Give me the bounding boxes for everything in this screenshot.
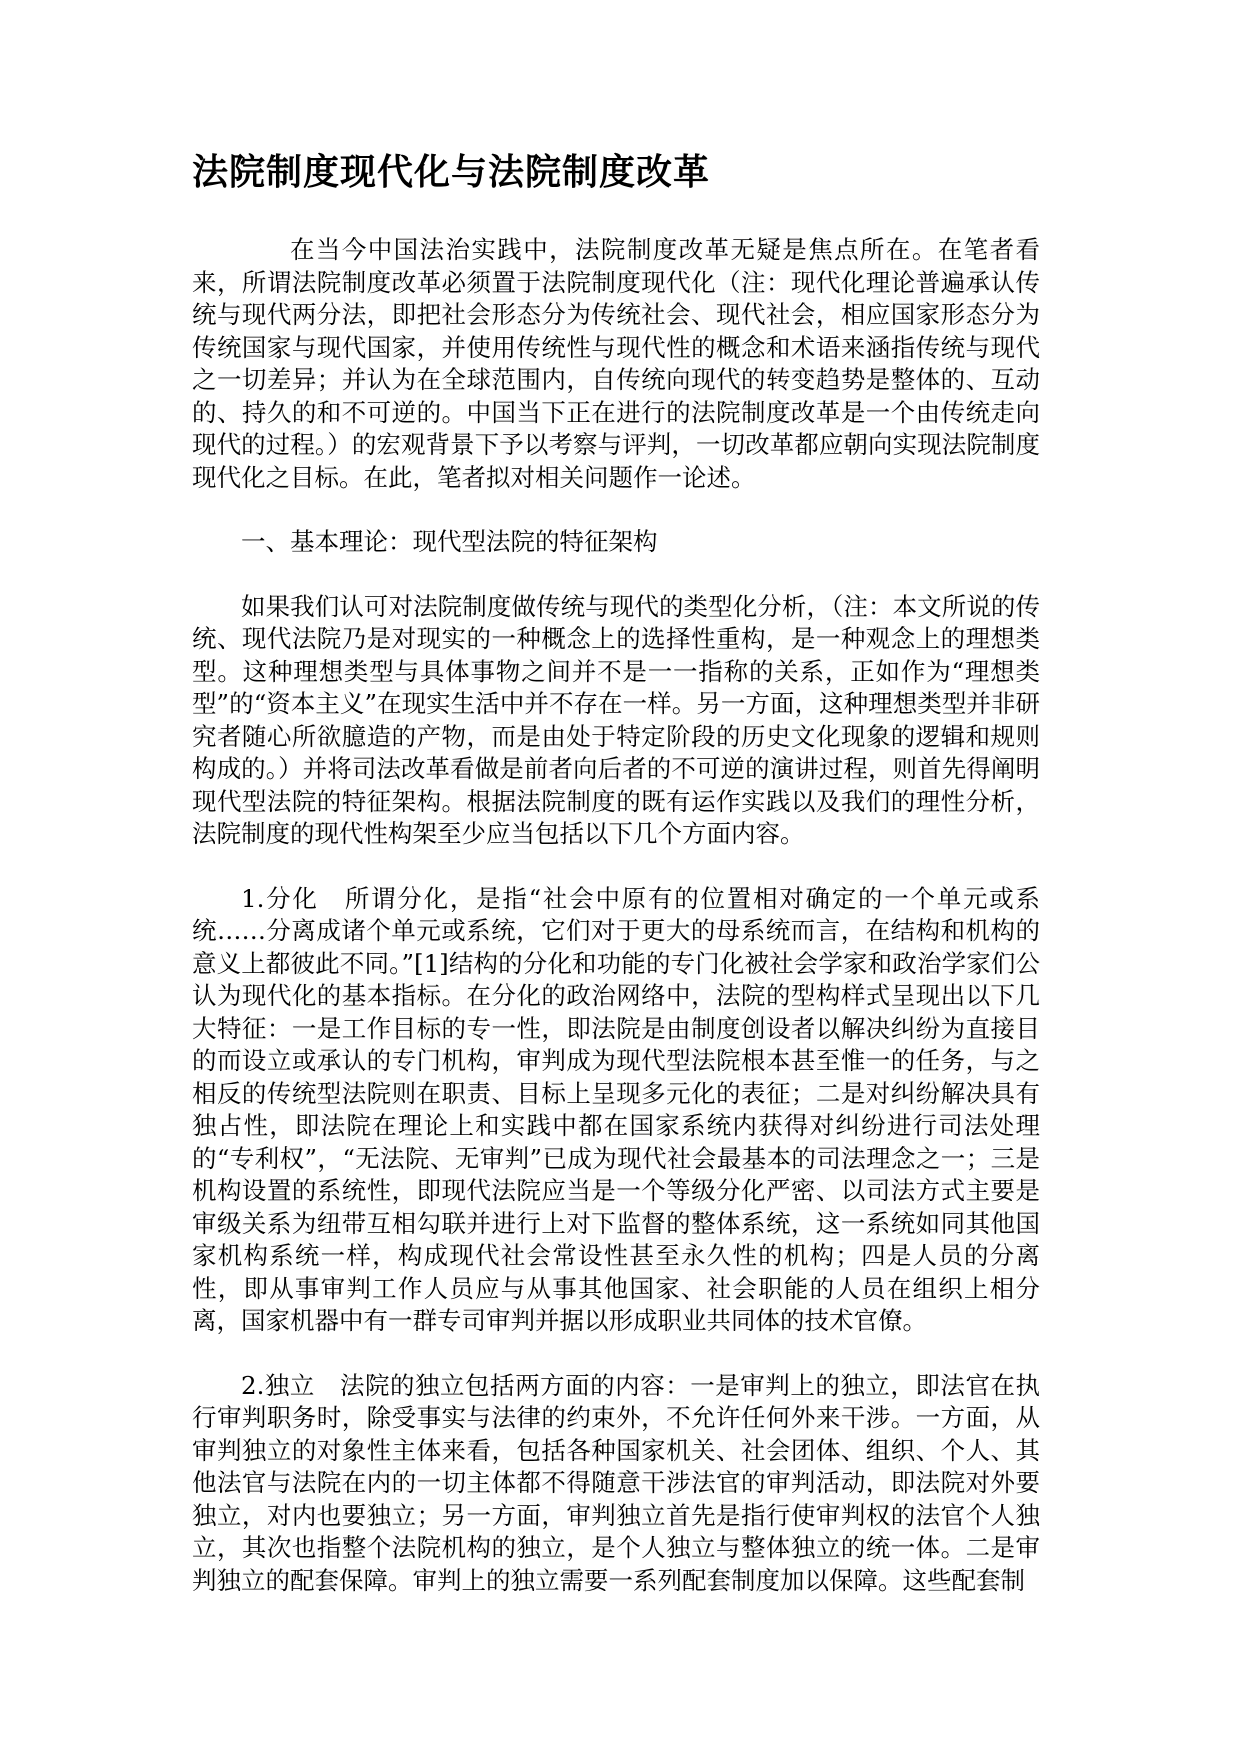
point-differentiation-paragraph: 1.分化 所谓分化，是指“社会中原有的位置相对确定的一个单元或系统……分离成诸个单元或系统，它们对于更大的母系统而言，在结构和机构的意义上都彼此不同。”[1]结构的分化和功能的专门化被社会学家和政治学家们公认为现代化的基本指标。在分化的政治网络中，法院的型构样式呈现出以下几大特征：一是工作目标的专一性，即法院是由制度创设者以解决纠纷为直接目的而设立或承认的专门机构，审判成为现代型法院根本甚至惟一的任务，与之相反的传统型法院则在职责、目标上呈现多元化的表征；二是对纠纷解决具有独占性，即法院在理论上和实践中都在国家系统内获得对纠纷进行司法处理的“专利权”，“无法院、无审判”已成为现代社会最基本的司法理念之一；三是机构设置的系统性，即现代法院应当是一个等级分化严密、以司法方式主要是审级关系为纽带互相勾联并进行上对下监督的整体系统，这一系统如同其他国家机构系统一样，构成现代社会常设性甚至永久性的机构；四是人员的分离性，即从事审判工作人员应与从事其他国家、社会职能的人员在组织上相分离，国家机器中有一群专司审判并据以形成职业共同体的技术官僚。 <box>192 883 1040 1335</box>
document-title: 法院制度现代化与法院制度改革 <box>192 152 711 193</box>
intro-paragraph: 在当今中国法治实践中，法院制度改革无疑是焦点所在。在笔者看来，所谓法院制度改革必须置于法院制度现代化（注：现代化理论普遍承认传统与现代两分法，即把社会形态分为传统社会、现代社会，相应国家形态分为传统国家与现代国家，并使用传统性与现代性的概念和术语来涵指传统与现代之一切差异；并认为在全球范围内，自传统向现代的转变趋势是整体的、互动的、持久的和不可逆的。中国当下正在进行的法院制度改革是一个由传统走向现代的过程。）的宏观背景下予以考察与评判，一切改革都应朝向实现法院制度现代化之目标。在此，笔者拟对相关问题作一论述。 <box>192 235 1040 492</box>
point-independence-paragraph: 2.独立 法院的独立包括两方面的内容：一是审判上的独立，即法官在执行审判职务时，除受事实与法律的约束外，不允许任何外来干涉。一方面，从审判独立的对象性主体来看，包括各种国家机关、社会团体、组织、个人、其他法官与法院在内的一切主体都不得随意干涉法官的审判活动，即法院对外要独立，对内也要独立；另一方面，审判独立首先是指行使审判权的法官个人独立，其次也指整个法院机构的独立，是个人独立与整体独立的统一体。二是审判独立的配套保障。审判上的独立需要一系列配套制度加以保障。这些配套制 <box>192 1370 1040 1595</box>
section-paragraph: 如果我们认可对法院制度做传统与现代的类型化分析，（注：本文所说的传统、现代法院乃是对现实的一种概念上的选择性重构，是一种观念上的理想类型。这种理想类型与具体事物之间并不是一一指称的关系，正如作为“理想类型”的“资本主义”在现实生活中并不存在一样。另一方面，这种理想类型并非研究者随心所欲臆造的产物，而是由处于特定阶段的历史文化现象的逻辑和规则构成的。）并将司法改革看做是前者向后者的不可逆的演讲过程，则首先得阐明现代型法院的特征架构。根据法院制度的既有运作实践以及我们的理性分析，法院制度的现代性构架至少应当包括以下几个方面内容。 <box>192 591 1040 848</box>
section-heading: 一、基本理论：现代型法院的特征架构 <box>241 527 658 556</box>
document-page <box>192 150 1040 1629</box>
